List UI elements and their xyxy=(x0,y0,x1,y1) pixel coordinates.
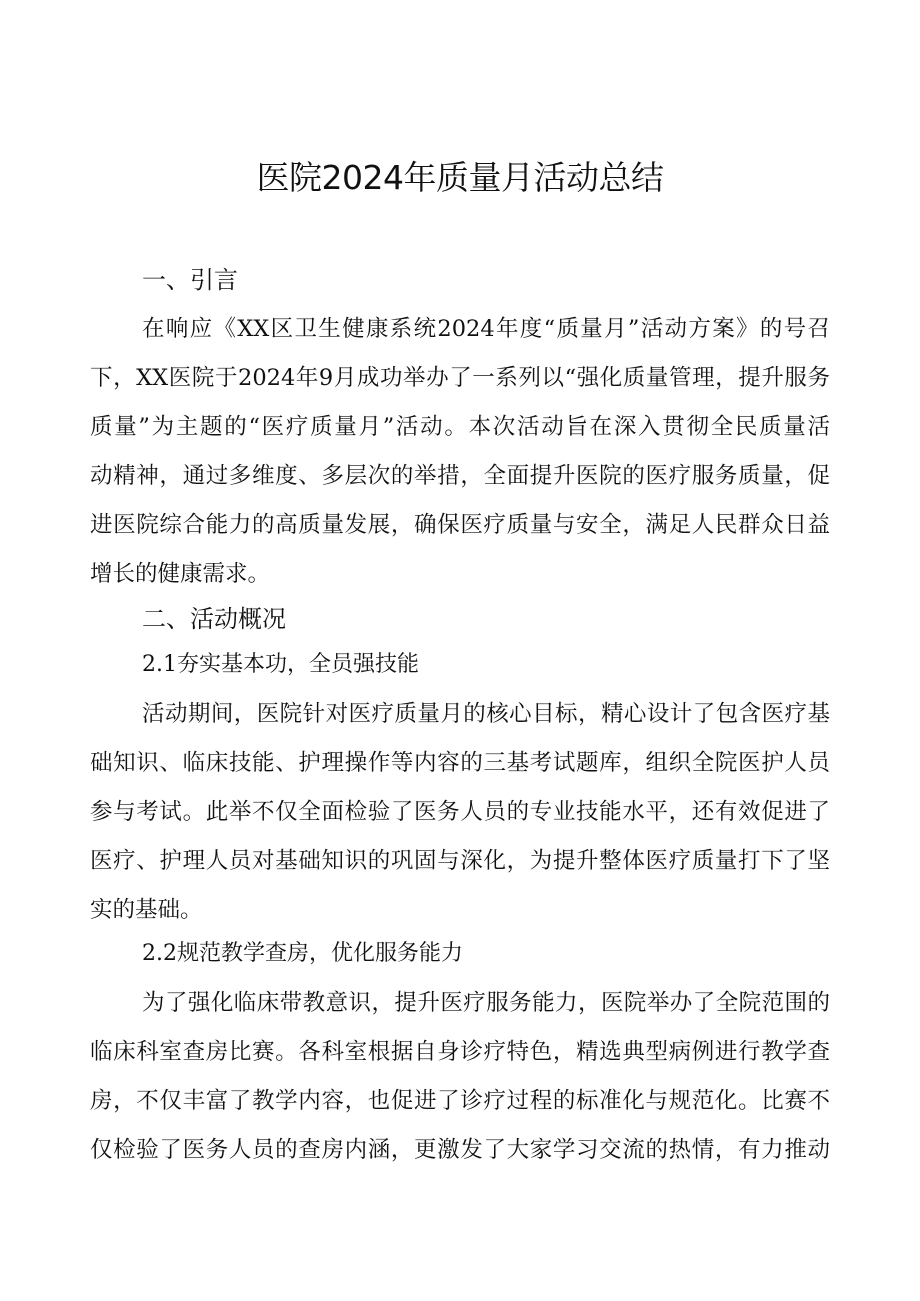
paragraph-line: 参与考试。此举不仅全面检验了医务人员的专业技能水平，还有效促进了 xyxy=(90,799,830,825)
paragraph-line: 医疗、护理人员对基础知识的巩固与深化，为提升整体医疗质量打下了坚 xyxy=(90,848,830,874)
paragraph-line: 增长的健康需求。 xyxy=(90,561,271,587)
paragraph-line: 动精神，通过多维度、多层次的举措，全面提升医院的医疗服务质量，促 xyxy=(90,463,830,489)
paragraph-line: 房，不仅丰富了教学内容，也促进了诊疗过程的标准化与规范化。比赛不 xyxy=(90,1088,830,1114)
section-heading-activity-overview: 二、活动概况 xyxy=(142,605,286,633)
subsection-2-2-paragraph xyxy=(90,979,830,1175)
paragraph-line: 下，XX医院于2024年9月成功举办了一系列以“强化质量管理，提升服务 xyxy=(90,365,830,391)
paragraph-line: 质量”为主题的“医疗质量月”活动。本次活动旨在深入贯彻全民质量活 xyxy=(90,414,830,440)
document-title: 医院2024年质量月活动总结 xyxy=(256,158,664,197)
paragraph-line: 进医院综合能力的高质量发展，确保医疗质量与安全，满足人民群众日益 xyxy=(90,512,830,538)
paragraph-line: 活动期间，医院针对医疗质量月的核心目标，精心设计了包含医疗基 xyxy=(142,701,830,727)
section-heading-introduction: 一、引言 xyxy=(142,266,238,294)
subsection-heading-2-1: 2.1夯实基本功，全员强技能 xyxy=(142,652,419,677)
paragraph-line: 仅检验了医务人员的查房内涵，更激发了大家学习交流的热情，有力推动 xyxy=(90,1137,830,1163)
subsection-2-1-paragraph xyxy=(90,690,830,935)
paragraph-line: 础知识、临床技能、护理操作等内容的三基考试题库，组织全院医护人员 xyxy=(90,750,830,776)
paragraph-line: 实的基础。 xyxy=(90,897,203,923)
paragraph-line: 临床科室查房比赛。各科室根据自身诊疗特色，精选典型病例进行教学查 xyxy=(90,1039,830,1065)
introduction-paragraph xyxy=(90,305,830,599)
paragraph-line: 在响应《XX区卫生健康系统2024年度“质量月”活动方案》的号召 xyxy=(142,316,830,342)
paragraph-line: 为了强化临床带教意识，提升医疗服务能力，医院举办了全院范围的 xyxy=(142,990,830,1016)
subsection-heading-2-2: 2.2规范教学查房，优化服务能力 xyxy=(142,941,463,966)
